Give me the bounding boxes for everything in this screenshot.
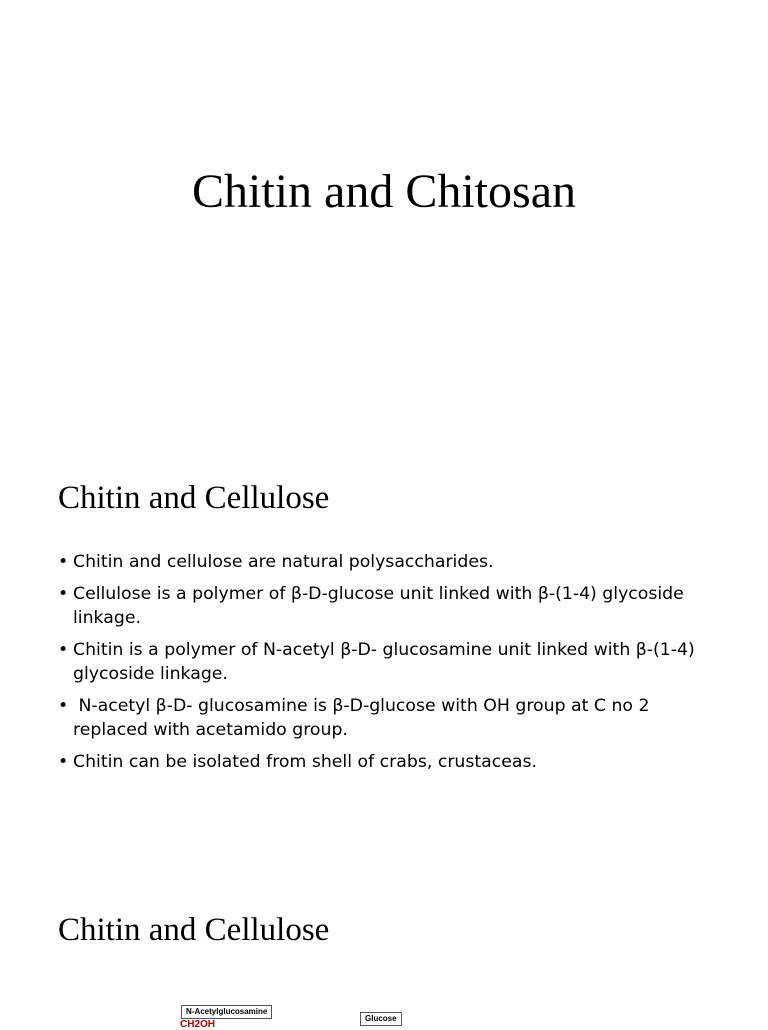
bullet-list <box>58 550 718 782</box>
slide-heading: Chitin and Cellulose <box>58 912 330 948</box>
chemical-structure-fragment: CH2OH <box>180 1019 216 1030</box>
slide-heading: Chitin and Cellulose <box>58 480 330 516</box>
bullet-icon: • <box>58 552 69 572</box>
bullet-item: • Chitin is a polymer of N-acetyl β-D- glucosamine unit linked with β-(1-4) glycoside linkage. <box>58 640 695 684</box>
title-slide <box>0 0 768 432</box>
slide-chitin-cellulose <box>0 432 768 864</box>
slide-chitin-cellulose-diagram <box>0 864 768 1030</box>
presentation-title: Chitin and Chitosan <box>192 165 576 218</box>
bullet-icon: • <box>58 640 69 660</box>
bullet-icon: • <box>58 696 69 716</box>
bullet-item: • N-acetyl β-D- glucosamine is β-D-glucose with OH group at C no 2 replaced with acetamido group. <box>58 696 655 740</box>
bullet-item: • Cellulose is a polymer of β-D-glucose unit linked with β-(1-4) glycoside linkage. <box>58 584 684 628</box>
bullet-icon: • <box>58 584 69 604</box>
bullet-item: • Chitin can be isolated from shell of crabs, crustaceas. <box>58 752 537 772</box>
bullet-icon: • <box>58 752 69 772</box>
bullet-item: • Chitin and cellulose are natural polysaccharides. <box>58 552 494 572</box>
n-acetylglucosamine-label: N-Acetylglucosamine <box>181 1005 272 1019</box>
glucose-label: Glucose <box>360 1012 402 1026</box>
